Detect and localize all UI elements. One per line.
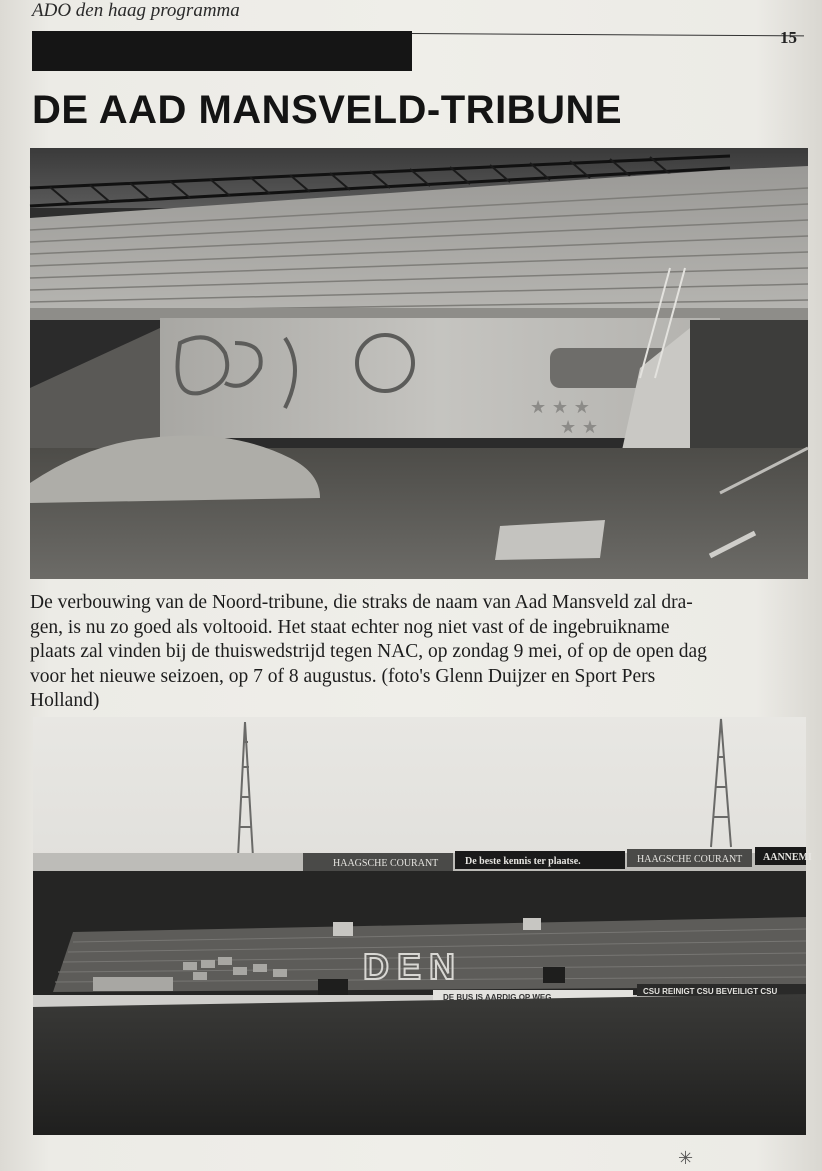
- caption-line: Holland): [30, 690, 100, 711]
- svg-text:★ ★ ★: ★ ★ ★: [530, 397, 590, 418]
- header-black-bar: [32, 31, 412, 71]
- photo-stadium-view: [33, 717, 812, 1135]
- banner-text: HAAGSCHE COURANT: [333, 858, 439, 869]
- seat-lettering: DEN: [363, 946, 464, 987]
- board-text: CSU REINIGT CSU BEVEILIGT CSU: [643, 987, 778, 996]
- leaf-icon: ✳: [678, 1148, 694, 1169]
- caption-line: voor het nieuwe seizoen, op 7 of 8 augustus. (foto's Glenn Duijzer en Sport Pers: [30, 665, 656, 687]
- caption-line: gen, is nu zo goed als voltooid. Het staat echter nog niet vast of de ingebruikname: [30, 616, 670, 638]
- banner-text: De beste kennis ter plaatse.: [465, 856, 581, 867]
- running-head: ADO den haag programma: [32, 0, 240, 21]
- header-rule: [412, 33, 804, 36]
- photo-caption: [30, 591, 808, 714]
- caption-line: De verbouwing van de Noord-tribune, die straks de naam van Aad Mansveld zal dra-: [30, 592, 693, 613]
- banner-text: HAAGSCHE COURANT: [637, 854, 743, 865]
- photo-stand-construction: [30, 148, 808, 579]
- svg-text:★ ★: ★ ★: [560, 417, 598, 438]
- banner-text: AANNEMI: [763, 852, 812, 863]
- caption-line: plaats zal vinden bij de thuiswedstrijd tegen NAC, op zondag 9 mei, of op de open dag: [30, 641, 707, 662]
- board-text: DE BUS IS AARDIG OP WEG: [443, 993, 552, 1002]
- page-number: 15: [780, 28, 797, 47]
- page-title: DE AAD MANSVELD-TRIBUNE: [32, 88, 623, 132]
